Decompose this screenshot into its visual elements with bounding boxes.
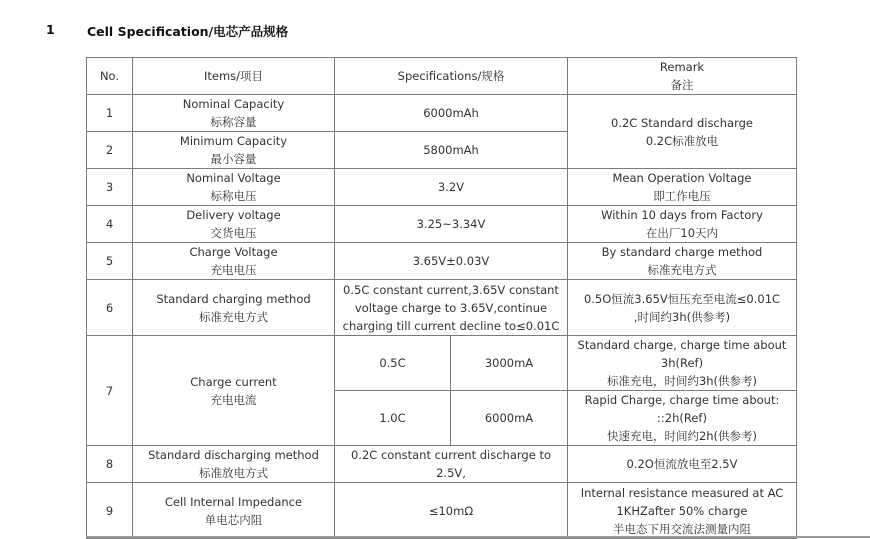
spec-value: 3.65V±0.03V	[335, 243, 568, 280]
row-number: 7	[87, 336, 133, 446]
row-number: 5	[87, 243, 133, 280]
remark-line: 在出厂10天内	[645, 226, 719, 240]
header-remark-cn: 备注	[670, 78, 694, 92]
item-name-cn: 最小容量	[210, 152, 257, 166]
remark-cell	[568, 336, 797, 391]
remark-cell	[568, 206, 797, 243]
section-number: 1	[46, 22, 55, 37]
remark-cell	[568, 446, 797, 483]
remark-line: Standard charge, charge time about	[577, 338, 787, 352]
remark-line: 0.2C Standard discharge	[611, 115, 753, 130]
remark-cell	[568, 243, 797, 280]
table-row	[87, 280, 797, 336]
row-number: 3	[87, 169, 133, 206]
remark-line: 快速充电，时间约2h(供参考)	[606, 429, 758, 443]
row-number: 6	[87, 280, 133, 336]
charge-rate: 0.5C	[335, 336, 451, 391]
item-cell	[133, 132, 335, 169]
item-name-cn: 单电芯内阻	[204, 512, 263, 527]
remark-line: 0.5O恒流3.65V恒压充至电流≤0.01C	[583, 291, 781, 306]
item-name-cn: 充电电流	[210, 392, 257, 407]
table-row	[87, 95, 797, 132]
item-cell	[133, 446, 335, 483]
spec-value: 6000mAh	[335, 95, 568, 132]
item-cell	[133, 206, 335, 243]
item-cell	[133, 169, 335, 206]
item-name-en: Nominal Capacity	[182, 97, 285, 111]
remark-line: 3h(Ref)	[660, 356, 704, 370]
remark-cell	[568, 95, 797, 169]
item-name-en: Nominal Voltage	[186, 171, 281, 185]
item-name-cn: 标称容量	[210, 115, 257, 129]
cell-specification-table	[86, 57, 797, 539]
item-cell	[133, 243, 335, 280]
table-row	[87, 483, 797, 539]
remark-line: Rapid Charge, charge time about:	[584, 393, 780, 407]
table-row	[87, 243, 797, 280]
remark-line: ::2h(Ref)	[657, 411, 707, 425]
spec-line: voltage charge to 3.65V,continue	[354, 300, 548, 315]
item-cell	[133, 95, 335, 132]
charge-current-value: 6000mA	[451, 391, 568, 446]
item-name-cn: 充电电压	[210, 263, 257, 277]
header-remark-en: Remark	[659, 60, 705, 74]
item-cell	[133, 336, 335, 446]
item-name-en: Charge current	[190, 374, 277, 389]
remark-line: 半电态下用交流法测量内阻	[613, 521, 751, 536]
remark-line: By standard charge method	[601, 245, 763, 259]
item-name-en: Charge Voltage	[189, 245, 278, 259]
remark-line: Internal resistance measured at AC	[580, 485, 784, 500]
charge-current-value: 3000mA	[451, 336, 568, 391]
row-number: 1	[87, 95, 133, 132]
item-name-cn: 交货电压	[210, 226, 257, 240]
spec-value	[335, 280, 568, 336]
item-name-cn: 标准放电方式	[199, 466, 268, 480]
spec-line: 0.5C constant current,3.65V constant	[343, 282, 559, 297]
remark-line: 标准充电方式	[647, 263, 717, 277]
item-name-cn: 标称电压	[210, 189, 257, 203]
remark-line: 即工作电压	[653, 189, 711, 203]
remark-line: 1KHZafter 50% charge	[616, 503, 748, 518]
remark-cell	[568, 280, 797, 336]
section-title: Cell Specification/电芯产品规格	[87, 24, 289, 39]
remark-line: Within 10 days from Factory	[601, 208, 763, 222]
table-row	[87, 206, 797, 243]
spec-value: 3.25~3.34V	[335, 206, 568, 243]
remark-line: 标准充电，时间约3h(供参考)	[606, 374, 758, 388]
spec-value: 3.2V	[335, 169, 568, 206]
remark-cell	[568, 391, 797, 446]
row-number: 2	[87, 132, 133, 169]
item-name-cn: 标准充电方式	[199, 309, 268, 324]
table-header-row	[87, 58, 797, 95]
table-row	[87, 446, 797, 483]
remark-line: 0.2C标准放电	[645, 133, 719, 148]
header-no: No.	[87, 58, 133, 95]
item-name-en: Standard charging method	[156, 291, 311, 306]
spec-value: 0.2C constant current discharge to 2.5V,	[335, 446, 568, 483]
table-row	[87, 336, 797, 391]
charge-rate: 1.0C	[335, 391, 451, 446]
table-row	[87, 169, 797, 206]
spec-line: charging till current decline to≤0.01C	[342, 318, 560, 333]
row-number: 4	[87, 206, 133, 243]
header-items: Items/项目	[133, 58, 335, 95]
row-number: 9	[87, 483, 133, 539]
remark-cell	[568, 483, 797, 539]
header-specifications: Specifications/规格	[335, 58, 568, 95]
remark-line: Mean Operation Voltage	[612, 171, 752, 185]
item-name-en: Delivery voltage	[186, 208, 281, 222]
spec-value: ≤10mΩ	[335, 483, 568, 539]
spec-value: 5800mAh	[335, 132, 568, 169]
item-name-en: Cell Internal Impedance	[164, 494, 303, 509]
remark-cell	[568, 169, 797, 206]
item-cell	[133, 483, 335, 539]
item-name-en: Minimum Capacity	[179, 134, 288, 148]
header-remark	[568, 58, 797, 95]
item-cell	[133, 280, 335, 336]
remark-line: 0.2O恒流放电至2.5V	[626, 457, 738, 471]
remark-line: ,时间约3h(供参考)	[633, 309, 731, 324]
item-name-en: Standard discharging method	[148, 448, 319, 462]
row-number: 8	[87, 446, 133, 483]
